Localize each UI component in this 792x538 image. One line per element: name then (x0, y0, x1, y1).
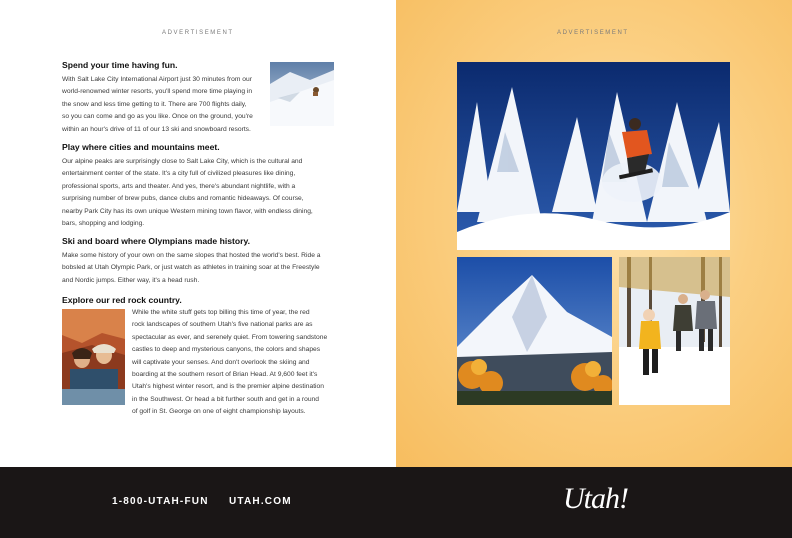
section-body: With Salt Lake City International Airport just 30 minutes from our world-renowned winter resorts, you'll spend more time playing in the snow and less time getting to it. There are 700 flights daily, so you can come and go as you like. Once on the ground, you're within an hour's drive of 11 of our 13 ski and snowboard resorts. (62, 76, 253, 133)
mountain-aspen-photo (457, 257, 612, 405)
website-link[interactable]: UTAH.COM (229, 496, 292, 507)
section-heading: Play where cities and mountains meet. (62, 142, 220, 152)
section-heading: Ski and board where Olympians made history. (62, 236, 251, 246)
section-heading-red-rock: Explore our red rock country. (62, 295, 182, 305)
advertisement-label-left: ADVERTISEMENT (162, 30, 234, 36)
section-red-rock-body (132, 307, 342, 419)
advertisement-label-right: ADVERTISEMENT (557, 30, 629, 36)
section-heading: Spend your time having fun. (62, 60, 178, 70)
skier-photo (270, 62, 334, 126)
section-olympians (62, 236, 352, 287)
section-spend-time (62, 60, 272, 136)
snowshoers-photo (619, 257, 730, 405)
section-body: While the white stuff gets top billing this time of year, the red rock landscapes of southern Utah's five national parks are as spectacular as ever, and serenely quiet. From towering sandstone castles to deep and mysterious canyons, the colors and shapes will captivate your senses. And don't overlook the skiing and boarding at the southern resort of Brian Head. At 9,600 feet it's Utah's highest winter resort, and is the premier alpine destination in the Southwest. Or head a bit further south and get in a round of golf in St. George on one of eight championship layouts. (132, 309, 328, 416)
section-cities-mountains (62, 142, 352, 230)
section-body: Make some history of your own on the same slopes that hosted the world's best. Ride a bobsled at Utah Olympic Park, or just watch as athletes in training soar at the Freestyle and Nordic jumps. Either way, it's a head rush. (62, 252, 321, 284)
utah-logo: Utah! (563, 482, 628, 515)
red-rock-photo (62, 309, 125, 405)
snowboarder-photo (457, 62, 730, 250)
section-body: Our alpine peaks are surprisingly close to Salt Lake City, which is the cultural and entertainment center of the state. It's a city full of civilized pleasures like dining, professional sports, arts and theater. And yes, there's abundant nightlife, with a surprising number of brew pubs, dance clubs and romantic hideaways. Of course, nearby Park City has its own unique Western mining town flavor, with endless dining, bars, shopping and lodging. (62, 158, 313, 228)
phone-number: 1-800-UTAH-FUN (112, 496, 209, 507)
